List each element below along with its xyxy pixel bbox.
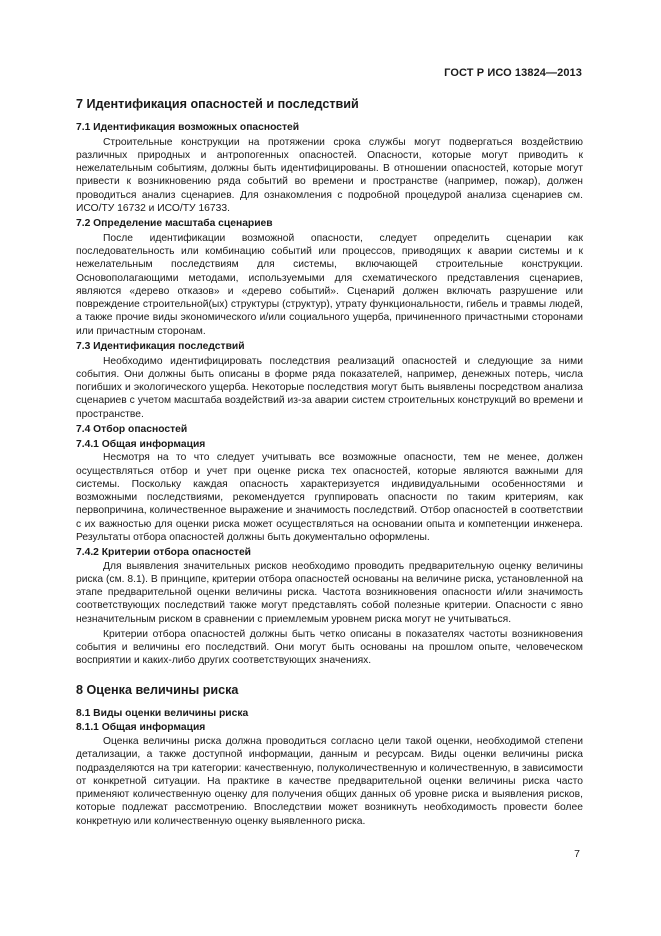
subsection-7-3-paragraph: Необходимо идентифицировать последствия реализаций опасностей и следующие за ними события. Они должны быть описаны в форме ряда показателей, например, денежных потерь, числа погибших и экологического ущерба. Некоторые последствия могут быть выявлены посредством анализа сценариев с учетом масштаба воздействий из-за аварии систем строительных конструкций во времени и пространстве.	[76, 355, 583, 420]
subsection-7-4-1-paragraph: Несмотря на то что следует учитывать все возможные опасности, тем не менее, должен осуществляться отбор и учет при оценке риска тех опасностей, которые являются важными для системы. Поскольку каждая опасность характеризуется индивидуальными особенностями и возможными последствиями, рекомендуется группировать опасности по таким критериям, как первопричина, количественное выражение и значимость последствий. Отбор опасностей в соответствии с их важностью для оценки риска может осуществляться на основании опыта и компетенции инженера. Результаты отбора опасностей должны быть документально оформлены.	[76, 452, 583, 543]
subsection-8-1-1-paragraph: Оценка величины риска должна проводиться согласно цели такой оценки, необходимой степени детализации, а также доступной информации, данным и ресурсам. Виды оценки величины риска подразделяются на три категории: качественную, полуколичественную и количественную, в зависимости от конкретной ситуации. На практике в качестве предварительной оценки величины риска часто применяют количественную оценку для получения общих данных об уровне риска и выявления рисков, которые подлежат рассмотрению. Впоследствии может возникнуть необходимость провести более конкретную или количественную оценку выявленного риска.	[76, 736, 583, 827]
subsection-7-3-heading: 7.3 Идентификация последствий	[76, 340, 245, 352]
section-8-heading: 8 Оценка величины риска	[76, 682, 239, 697]
page-number: 7	[574, 848, 580, 860]
subsection-7-2-heading: 7.2 Определение масштаба сценариев	[76, 218, 273, 230]
subsection-8-1-heading: 8.1 Виды оценки величины риска	[76, 707, 249, 719]
document-code: ГОСТ Р ИСО 13824—2013	[444, 67, 582, 79]
subsection-7-1-paragraph: Строительные конструкции на протяжении срока службы могут подвергаться воздействию различных природных и антропогенных опасностей. Опасности, которые могут приводить к нежелательным событиям, должны быть идентифицированы. В отношении опасностей, которые могут привести к возникновению ряда событий во времени и пространстве (например, пожар), должен проводиться анализ сценариев. Для ознакомления с подробной процедурой анализа сценариев см. ИСО/ТУ 16732 и ИСО/ТУ 16733.	[76, 136, 583, 214]
page-content	[76, 97, 583, 830]
subsection-7-1-heading: 7.1 Идентификация возможных опасностей	[76, 122, 300, 133]
subsection-7-4-2-heading: 7.4.2 Критерии отбора опасностей	[76, 547, 252, 559]
subsection-7-4-2-paragraph-1: Для выявления значительных рисков необходимо проводить предварительную оценку величины риска (см. 8.1). В принципе, критерии отбора опасностей основаны на величине риска, установленной на этапе предварительной оценки величины риска. Частота возникновения опасности и/или значимость соответствующих последствий также могут представлять собой полезные критерии. Опасности с явно незначительным риском в сравнении с приемлемым уровнем риска могут не учитываться.	[76, 560, 583, 625]
subsection-7-4-heading: 7.4 Отбор опасностей	[76, 423, 188, 435]
subsection-8-1-1-heading: 8.1.1 Общая информация	[76, 722, 206, 734]
subsection-7-2-paragraph: После идентификации возможной опасности, следует определить сценарии как последовательность или комбинацию событий или процессов, приводящих к аварии системы и к нежелательным последствиям для системы, включающей строительные конструкции. Основополагающими методами, используемыми для схематического представления сценариев, являются «дерево отказов» и «дерево событий». Сценарий должен включать разрушение или повреждение строительной(ых) структуры (структур), утрату функциональности, гибель и травмы людей, а также прочие виды экономического и/или социального ущерба, причиненного причастными сторонами или причастным сторонам.	[76, 232, 583, 337]
subsection-7-4-2-paragraph-2: Критерии отбора опасностей должны быть четко описаны в показателях частоты возникновения события и величины его последствий. Они могут быть основаны на прошлом опыте, человеческом восприятии и каких-либо других соответствующих значениях.	[76, 628, 583, 667]
subsection-7-4-1-heading: 7.4.1 Общая информация	[76, 438, 206, 450]
section-7-heading: 7 Идентификация опасностей и последствий	[76, 97, 359, 111]
